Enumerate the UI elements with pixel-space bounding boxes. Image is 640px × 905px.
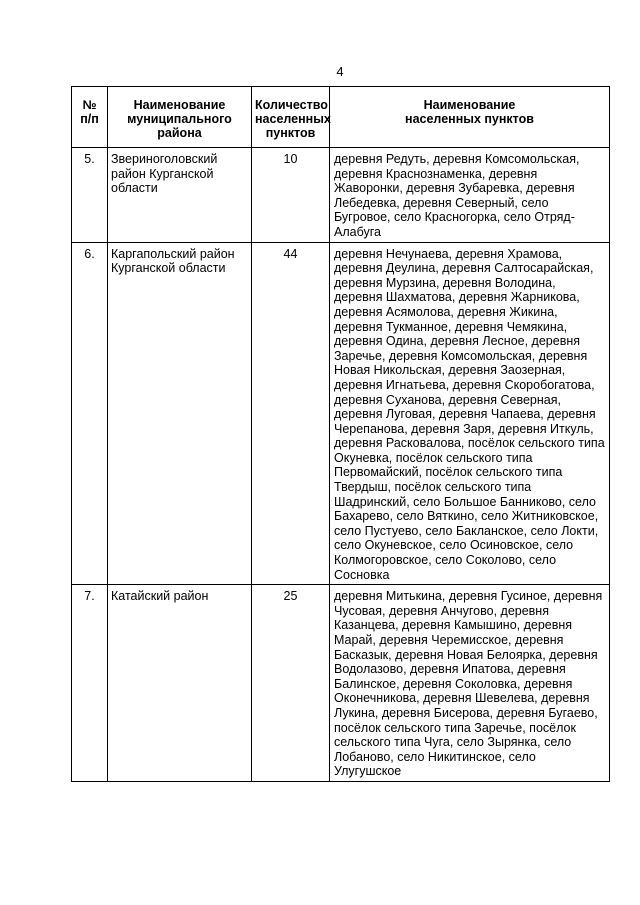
row-number: 5.	[72, 148, 108, 243]
settlements-table	[71, 86, 610, 782]
header-municipality: Наименование муниципального района	[108, 87, 252, 148]
header-settlements: Наименование населенных пунктов	[330, 87, 610, 148]
table-row	[72, 585, 610, 782]
row-number: 6.	[72, 242, 108, 585]
header-num: № п/п	[72, 87, 108, 148]
row-count: 44	[252, 242, 330, 585]
row-municipality: Катайский район	[108, 585, 252, 782]
table-row	[72, 242, 610, 585]
header-count: Количество населенных пунктов	[252, 87, 330, 148]
table-header-row	[72, 87, 610, 148]
row-settlements: деревня Редуть, деревня Комсомольская, деревня Краснознаменка, деревня Жаворонки, деревня Зубаревка, деревня Лебедевка, деревня Северный, село Бугровое, село Красногорка, село Отряд-Алабуга	[330, 148, 610, 243]
row-count: 25	[252, 585, 330, 782]
row-settlements: деревня Митькина, деревня Гусиное, деревня Чусовая, деревня Анчугово, деревня Казанцева, деревня Камышино, деревня Марай, деревня Черемисское, деревня Басказык, деревня Новая Белоярка, деревня Водолазово, деревня Ипатова, деревня Балинское, деревня Соколовка, деревня Оконечникова, деревня Шевелева, деревня Лукина, деревня Бисерова, деревня Бугаево, посёлок сельского типа Заречье, посёлок сельского типа Чуга, село Зырянка, село Лобаново, село Никитинское, село Улугушское	[330, 585, 610, 782]
row-count: 10	[252, 148, 330, 243]
table-row	[72, 148, 610, 243]
row-number: 7.	[72, 585, 108, 782]
page-number: 4	[336, 64, 344, 79]
row-settlements: деревня Нечунаева, деревня Храмова, деревня Деулина, деревня Салтосарайская, деревня Мурзина, деревня Володина, деревня Шахматова, деревня Жарникова, деревня Асямолова, деревня Жикина, деревня Тукманное, деревня Чемякина, деревня Одина, деревня Лесное, деревня Заречье, деревня Комсомольская, деревня Новая Никольская, деревня Заозерная, деревня Игнатьева, деревня Скоробогатова, деревня Суханова, деревня Северная, деревня Луговая, деревня Чапаева, деревня Черепанова, деревня Заря, деревня Иткуль, деревня Расковалова, посёлок сельского типа Окуневка, посёлок сельского типа Первомайский, посёлок сельского типа Твердыш, посёлок сельского типа Шадринский, село Большое Банниково, село Бахарево, село Вяткино, село Житниковское, село Пустуево, село Бакланское, село Локти, село Окуневское, село Осиновское, село Колмогоровское, село Соколово, село Сосновка	[330, 242, 610, 585]
row-municipality: Звериноголовский район Курганской области	[108, 148, 252, 243]
row-municipality: Каргапольский район Курганской области	[108, 242, 252, 585]
